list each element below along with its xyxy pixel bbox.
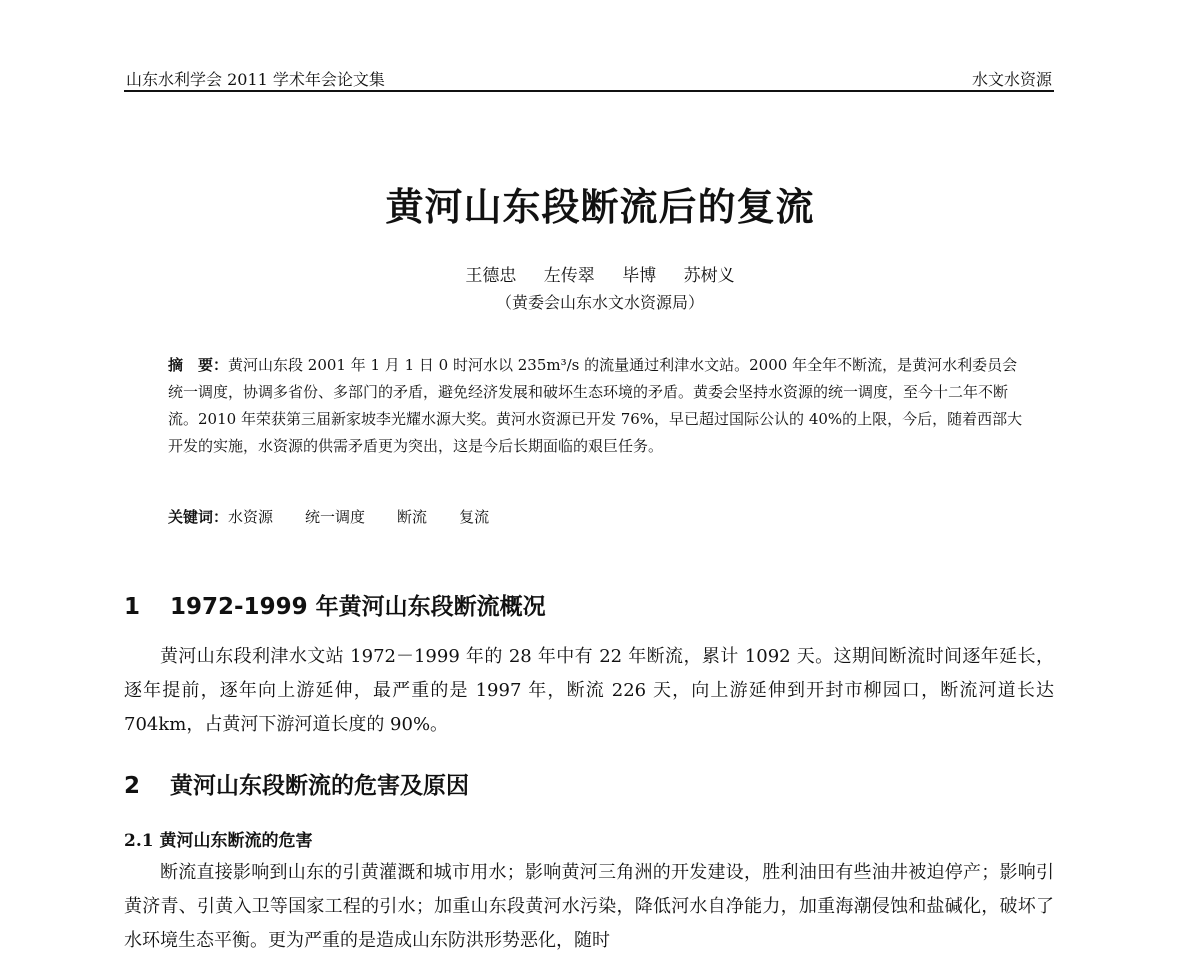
paper-title: 黄河山东段断流后的复流 xyxy=(385,184,815,229)
journal-name: 山东水利学会 2011 学术年会论文集 xyxy=(126,70,385,89)
affiliation: （黄委会山东水文水资源局） xyxy=(495,293,704,312)
section-1-paragraph: 黄河山东段利津水文站 1972－1999 年的 28 年中有 22 年断流，累计 1092 天。这期间断流时间逐年延长，逐年提前，逐年向上游延伸，最严重的是 1997 年，断流 226 天，向上游延伸到开封市柳园口，断流河道长达 704km，占黄河下游河道长度的 90%。 xyxy=(124,646,1054,735)
section-category: 水文水资源 xyxy=(971,70,1052,89)
abstract xyxy=(168,352,1030,460)
section-number: 1 xyxy=(124,594,141,620)
section-title: 1972-1999 年黄河山东段断流概况 xyxy=(170,594,546,620)
author-list xyxy=(0,261,1200,286)
keywords xyxy=(168,506,521,527)
section-2-heading xyxy=(124,767,469,800)
author: 左传翠 xyxy=(543,266,595,286)
section-2-1-paragraph: 断流直接影响到山东的引黄灌溉和城市用水；影响黄河三角洲的开发建设，胜利油田有些油井被迫停产；影响引黄济青、引黄入卫等国家工程的引水；加重山东段黄河水污染，降低河水自净能力，加重海潮侵蚀和盐碱化，破坏了水环境生态平衡。更为严重的是造成山东防洪形势恶化，随时 xyxy=(124,862,1054,951)
keywords-label: 关键词： xyxy=(168,508,229,526)
keyword: 复流 xyxy=(459,508,490,526)
section-title: 黄河山东段断流的危害及原因 xyxy=(170,773,469,799)
subsection-title: 黄河山东断流的危害 xyxy=(159,831,313,851)
subsection-number: 2.1 xyxy=(124,831,154,851)
keyword: 水资源 xyxy=(228,508,274,526)
running-header xyxy=(124,64,1054,92)
author: 毕博 xyxy=(622,266,657,286)
keyword: 统一调度 xyxy=(305,508,366,526)
section-number: 2 xyxy=(124,773,141,799)
author: 王德忠 xyxy=(465,266,517,286)
section-1-heading xyxy=(124,588,546,621)
subsection-2-1-heading xyxy=(124,826,313,851)
abstract-text: 黄河山东段 2001 年 1 月 1 日 0 时河水以 235m³/s 的流量通过利津水文站。2000 年全年不断流，是黄河水利委员会统一调度，协调多省份、多部门的矛盾，避免经济发展和破坏生态环境的矛盾。黄委会坚持水资源的统一调度，至今十二年不断流。2010 年荣获第三届新家坡李光耀水源大奖。黄河水资源已开发 76%，早已超过国际公认的 40%的上限，今后，随着西部大开发的实施，水资源的供需矛盾更为突出，这是今后长期面临的艰巨任务。 xyxy=(168,356,1023,455)
author: 苏树义 xyxy=(683,266,735,286)
keyword: 断流 xyxy=(397,508,428,526)
abstract-label: 摘 要： xyxy=(168,356,229,374)
